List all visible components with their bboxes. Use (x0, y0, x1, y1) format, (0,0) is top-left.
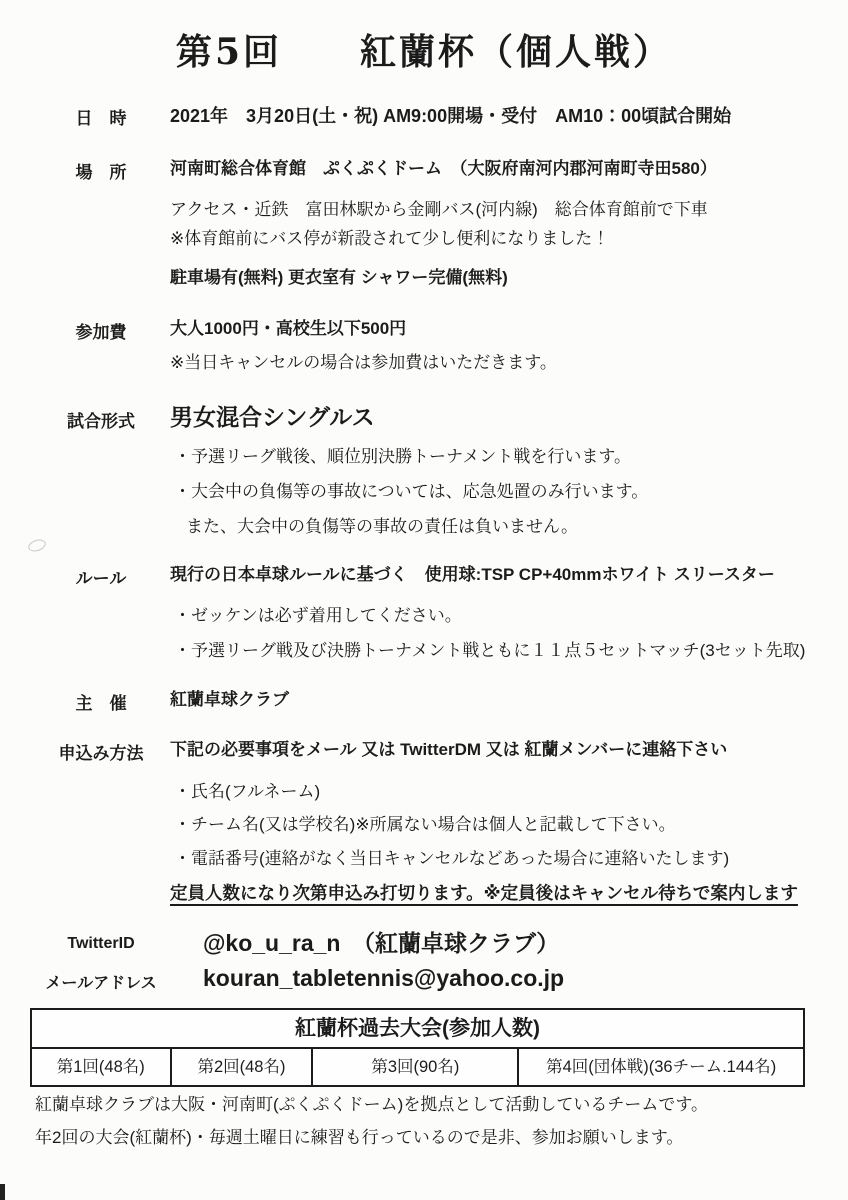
row-apply (0, 739, 848, 769)
row-email (0, 963, 848, 993)
page-title: 第5回 紅蘭杯（個人戦） (175, 31, 673, 73)
format-value: 男女混合シングルス (170, 404, 375, 430)
rules-note-2: ・予選リーグ戦及び決勝トーナメント戦ともに１１点５セットマッチ(3セット先取) (174, 641, 806, 660)
format-note-2: ・大会中の負傷等の事故については、応急処置のみ行います。 (174, 482, 649, 501)
row-place-bus-note (0, 228, 848, 258)
history-table (30, 1008, 805, 1087)
apply-label: 申込み方法 (58, 744, 144, 763)
twitter-label: TwitterID (67, 935, 135, 952)
place-access: アクセス・近鉄 富田林駅から金剛バス(河内線) 総合体育館前で下車 (170, 200, 708, 219)
row-apply-item-2 (0, 814, 848, 844)
rules-value: 現行の日本卓球ルールに基づく 使用球:TSP CP+40mmホワイト スリースター (170, 565, 775, 584)
row-format-note-1 (0, 446, 848, 476)
twitter-value: @ko_u_ra_n （紅蘭卓球クラブ） (203, 930, 560, 956)
row-rules-note-2 (0, 640, 848, 670)
format-label: 試合形式 (67, 412, 135, 431)
format-note-3: また、大会中の負傷等の事故の責任は負いません。 (186, 517, 579, 536)
footer-line-2: 年2回の大会(紅蘭杯)・毎週土曜日に練習も行っているので是非、参加お願いします。 (35, 1128, 684, 1147)
row-fee-note (0, 352, 848, 382)
email-label: メールアドレス (45, 975, 157, 992)
apply-item-2: ・チーム名(又は学校名)※所属ない場合は個人と記載して下さい。 (174, 815, 676, 834)
host-label: 主 催 (75, 694, 127, 713)
history-cell-3: 第3回(90名) (313, 1049, 519, 1085)
history-cell-4: 第4回(団体戦)(36チーム.144名) (546, 1058, 777, 1076)
history-cell-1: 第1回(48名) (32, 1049, 172, 1085)
row-format-note-2 (0, 481, 848, 511)
history-cell-2: 第2回(48名) (172, 1049, 314, 1085)
apply-item-1: ・氏名(フルネーム) (174, 782, 321, 801)
apply-deadline: 定員人数になり次第申込み打切ります。※定員後はキャンセル待ちで案内します (170, 883, 798, 903)
fee-value: 大人1000円・高校生以下500円 (170, 319, 407, 338)
format-note-1: ・予選リーグ戦後、順位別決勝トーナメント戦を行います。 (174, 447, 631, 466)
row-place (0, 158, 848, 188)
row-place-access (0, 199, 848, 229)
place-value: 河南町総合体育館 ぷくぷくドーム （大阪府南河内郡河南町寺田580） (170, 159, 717, 178)
row-format-note-3 (0, 516, 848, 546)
row-twitter (0, 928, 848, 958)
row-rules-note-1 (0, 605, 848, 635)
row-apply-item-1 (0, 781, 848, 811)
row-format (0, 402, 848, 432)
place-bus-note: ※体育館前にバス停が新設されて少し便利になりました！ (170, 229, 610, 248)
apply-item-3: ・電話番号(連絡がなく当日キャンセルなどあった場合に連絡いたします) (174, 849, 730, 868)
row-rules (0, 564, 848, 594)
scan-corner-mark (0, 1184, 5, 1200)
email-value: kouran_tabletennis@yahoo.co.jp (203, 965, 565, 991)
fee-label: 参加費 (75, 323, 127, 342)
datetime-label: 日 時 (75, 109, 127, 128)
apply-value: 下記の必要事項をメール 又は TwitterDM 又は 紅蘭メンバーに連絡下さい (170, 740, 728, 759)
row-place-facilities (0, 267, 848, 297)
row-apply-deadline (0, 882, 848, 912)
rules-label: ルール (75, 569, 127, 588)
row-apply-item-3 (0, 848, 848, 878)
host-value: 紅蘭卓球クラブ (170, 690, 289, 709)
datetime-value: 2021年 3月20日(土・祝) AM9:00開場・受付 AM10：00頃試合開始 (170, 106, 732, 126)
history-table-row (32, 1049, 803, 1085)
row-host (0, 689, 848, 719)
history-table-title: 紅蘭杯過去大会(参加人数) (32, 1010, 803, 1049)
row-datetime (0, 104, 848, 134)
place-facilities: 駐車場有(無料) 更衣室有 シャワー完備(無料) (170, 268, 508, 287)
rules-note-1: ・ゼッケンは必ず着用してください。 (174, 606, 462, 625)
fee-cancel-note: ※当日キャンセルの場合は参加費はいただきます。 (170, 353, 557, 372)
footer-line-1: 紅蘭卓球クラブは大阪・河南町(ぷくぷくドーム)を拠点として活動しているチームです。 (35, 1095, 708, 1114)
row-fee (0, 318, 848, 348)
place-label: 場 所 (75, 163, 127, 182)
